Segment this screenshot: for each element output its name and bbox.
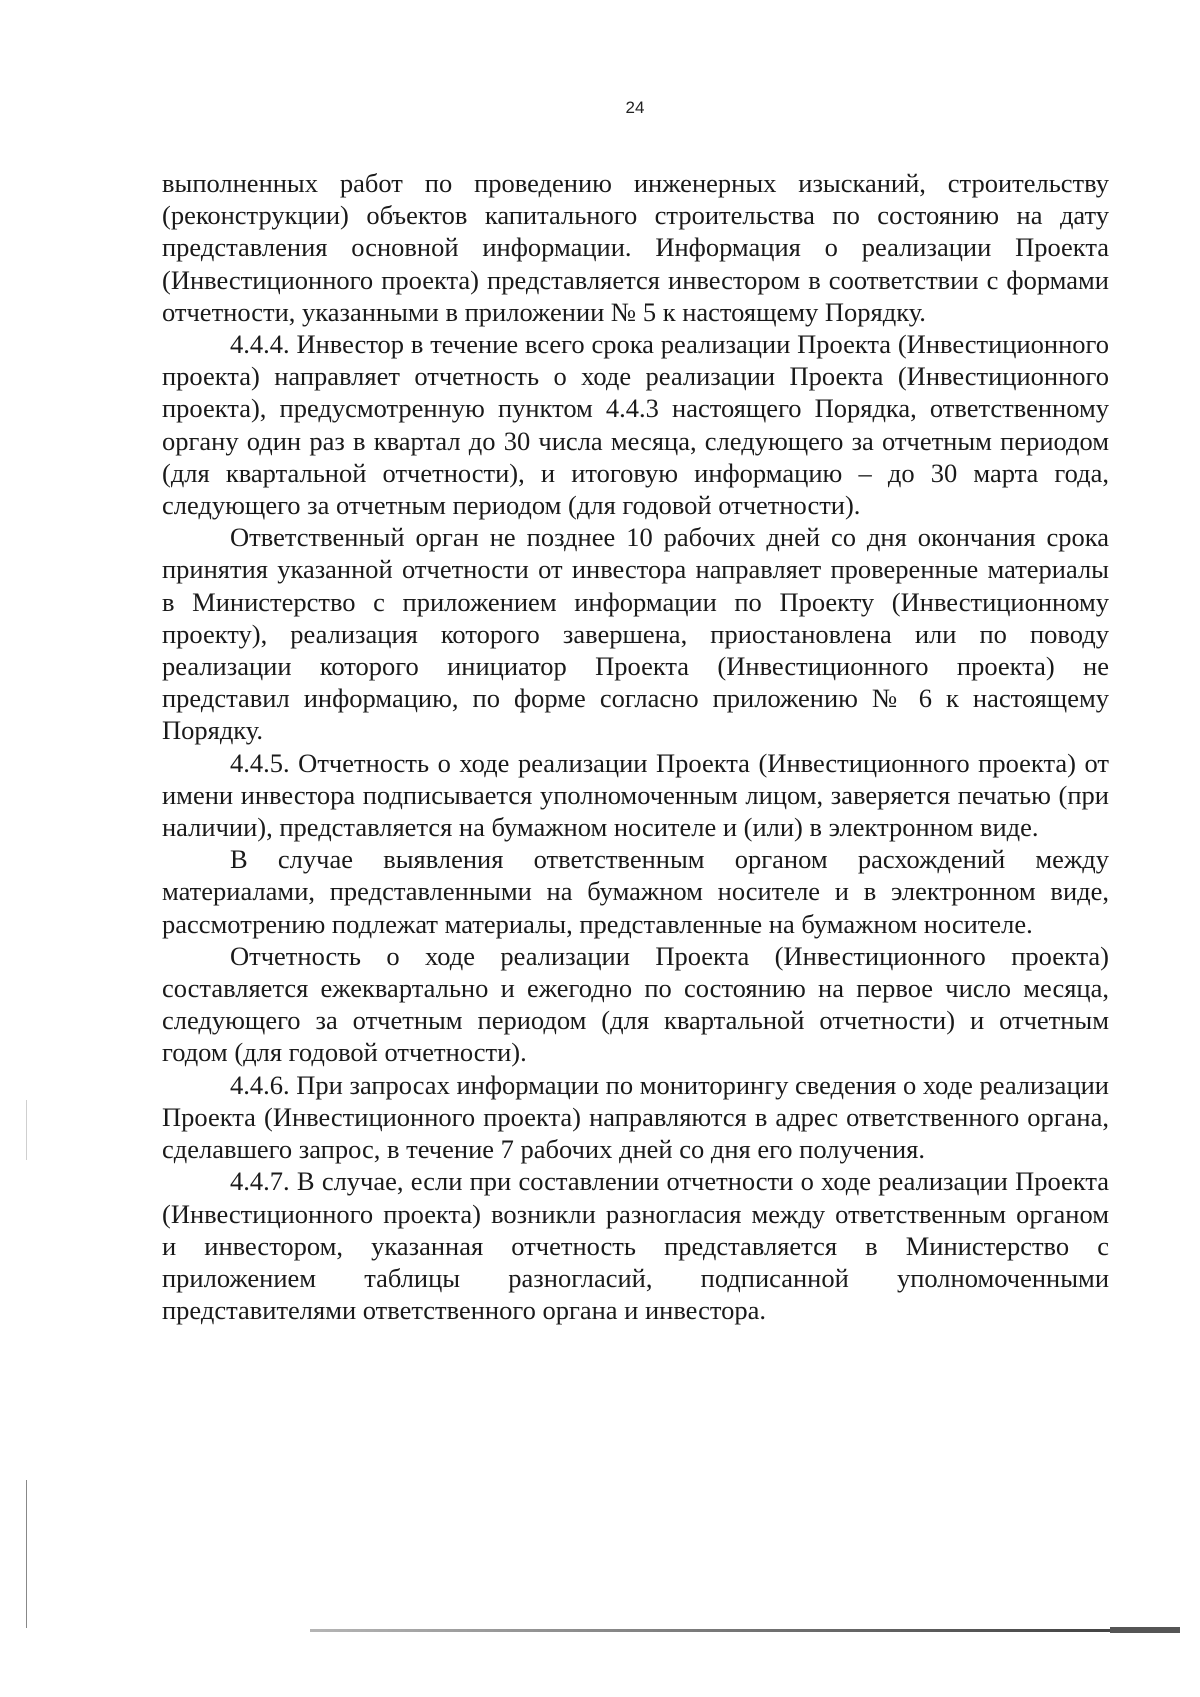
paragraph-4-4-4: 4.4.4. Инвестор в течение всего срока реализации Проекта (Инвестиционного проекта) направляет отчетность о ходе реализации Проекта (Инвестиционного проекта), предусмотренную пунктом 4.4.3 настоящего Порядка, ответственному органу один раз в квартал до 30 числа месяца, следующего за отчетным периодом (для квартальной отчетности), и итоговую информацию – до 30 марта года, следующего за отчетным периодом (для годовой отчетности). bbox=[162, 329, 1109, 521]
paragraph-4-4-6: 4.4.6. При запросах информации по мониторингу сведения о ходе реализации Проекта (Инвестиционного проекта) направляются в адрес ответственного органа, сделавшего запрос, в течение 7 рабочих дней со дня его получения. bbox=[162, 1069, 1109, 1165]
paragraph-quarterly: Отчетность о ходе реализации Проекта (Инвестиционного проекта) составляется ежеквартально и ежегодно по состоянию на первое число месяца, следующего за отчетным периодом (для квартальной отчетности) и отчетным годом (для годовой отчетности). bbox=[162, 940, 1109, 1068]
paragraph-4-4-5: 4.4.5. Отчетность о ходе реализации Проекта (Инвестиционного проекта) от имени инвестора подписывается уполномоченным лицом, заверяется печатью (при наличии), представляется на бумажном носителе и (или) в электронном виде. bbox=[162, 747, 1109, 843]
document-body bbox=[162, 167, 1109, 1326]
paragraph-discrepancies: В случае выявления ответственным органом расхождений между материалами, представленными на бумажном носителе и в электронном виде, рассмотрению подлежат материалы, представленные на бумажном носителе. bbox=[162, 844, 1109, 939]
bottom-rule bbox=[310, 1629, 1180, 1632]
bottom-rule-end bbox=[1110, 1627, 1180, 1633]
paragraph-responsible-organ: Ответственный орган не позднее 10 рабочих дней со дня окончания срока принятия указанной отчетности от инвестора направляет проверенные материалы в Министерство с приложением информации по Проекту (Инвестиционному проекту), реализация которого завершена, приостановлена или по поводу реализации которого инициатор Проекта (Инвестиционного проекта) не представил информацию, по форме согласно приложению № 6 к настоящему Порядку. bbox=[162, 522, 1109, 746]
scan-margin-line bbox=[26, 1480, 27, 1628]
page-number: 24 bbox=[625, 98, 645, 117]
scan-margin-mark bbox=[26, 1100, 27, 1160]
paragraph-continuation: выполненных работ по проведению инженерных изысканий, строительству (реконструкции) объектов капитального строительства по состоянию на дату представления основной информации. Информация о реализации Проекта (Инвестиционного проекта) представляется инвестором в соответствии с формами отчетности, указанными в приложении № 5 к настоящему Порядку. bbox=[162, 168, 1109, 327]
paragraph-4-4-7: 4.4.7. В случае, если при составлении отчетности о ходе реализации Проекта (Инвестиционного проекта) возникли разногласия между ответственным органом и инвестором, указанная отчетность представляется в Министерство с приложением таблицы разногласий, подписанной уполномоченными представителями ответственного органа и инвестора. bbox=[162, 1166, 1109, 1326]
